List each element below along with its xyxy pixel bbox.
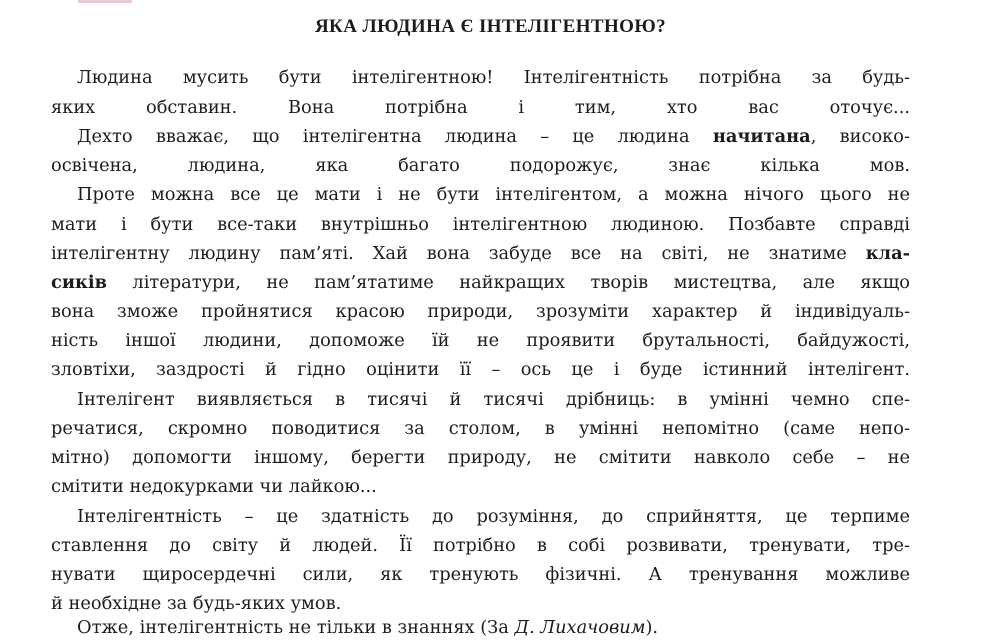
text-line [51, 414, 910, 444]
text-line [77, 502, 910, 532]
text-run: ність іншої людини, допоможе їй не проявити брутальності, байдужості, [51, 330, 910, 351]
text-line [51, 93, 910, 123]
text-run: й необхідне за будь-яких умов. [51, 593, 342, 614]
text-run: мати і бути все-таки внутрішньо інтелігентною людиною. Позбавте справді [51, 214, 910, 235]
text-line [51, 560, 910, 590]
text-run: ). [645, 617, 659, 638]
text-run: ставлення до світу й людей. Її потрібно в собі розвивати, тренувати, тре- [51, 535, 910, 556]
text-line [51, 297, 910, 327]
text-line [77, 613, 910, 643]
text-line [77, 63, 910, 93]
text-run: Дехто вважає, що інтелігентна людина – це людина [77, 126, 713, 147]
text-run: літератури, не пам’ятатиме найкращих творів мистецтва, але якщо [106, 272, 910, 293]
text-line [51, 210, 910, 240]
bold-text: начитана [712, 126, 811, 147]
page-title: ЯКА ЛЮДИНА Є ІНТЕЛІГЕНТНОЮ? [314, 16, 667, 37]
text-run: Людина мусить бути інтелігентною! Інтелігентність потрібна за будь- [77, 67, 910, 88]
text-line [77, 122, 910, 152]
page-edge-mark [78, 0, 132, 3]
text-run: Отже, інтелігентність не тільки в знаннях (За [77, 617, 515, 638]
text-line [51, 239, 910, 269]
bold-text: кла- [865, 243, 910, 264]
text-run: Інтелігентність – це здатність до розуміння, до сприйняття, це терпиме [77, 506, 910, 527]
text-line [77, 180, 910, 210]
text-run: інтелігентну людину пам’яті. Хай вона забуде все на світі, не знатиме [51, 243, 866, 264]
text-line [51, 151, 910, 181]
text-line [51, 355, 910, 385]
text-run: Інтелігент виявляється в тисячі й тисячі дрібниць: в умінні чемно спе- [77, 389, 910, 410]
text-line [51, 326, 910, 356]
text-run: мітно) допомогти іншому, берегти природу, не смітити навколо себе – не [51, 447, 910, 468]
text-line [77, 385, 910, 415]
text-line [51, 268, 910, 298]
bold-text: сиків [51, 272, 107, 293]
text-run: смітити недокурками чи лайкою... [51, 476, 377, 497]
italic-text: Д. Лихачовим [514, 617, 646, 638]
text-line [51, 443, 910, 473]
text-run: яких обставин. Вона потрібна і тим, хто вас оточує... [51, 97, 910, 118]
text-run: освічена, людина, яка багато подорожує, знає кілька мов. [51, 155, 910, 176]
text-line [51, 531, 910, 561]
text-run: зловтіхи, заздрості й гідно оцінити її – ось це і буде істинний інтелігент. [51, 359, 910, 380]
text-run: , високо- [810, 126, 910, 147]
text-run: вона зможе пройнятися красою природи, зрозуміти характер й індивідуаль- [51, 301, 910, 322]
text-run: Проте можна все це мати і не бути інтелігентом, а можна нічого цього не [77, 184, 910, 205]
text-run: речатися, скромно поводитися за столом, в умінні непомітно (саме непо- [51, 418, 910, 439]
text-line [51, 472, 910, 502]
text-run: нувати щиросердечні сили, як тренують фізичні. А тренування можливе [51, 564, 910, 585]
